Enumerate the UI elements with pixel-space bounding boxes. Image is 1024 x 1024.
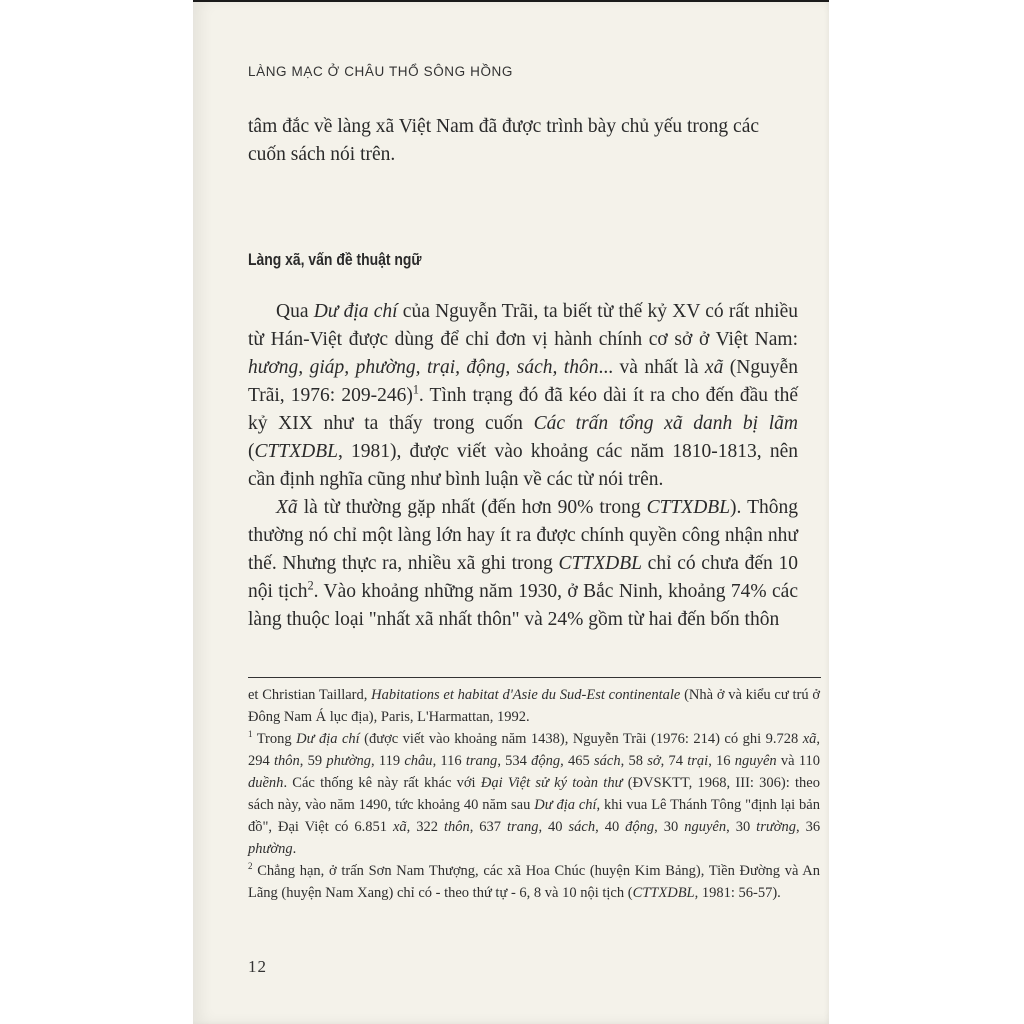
footnotes bbox=[248, 684, 820, 904]
footnote-continuation: et Christian Taillard, Habitations et habitat d'Asie du Sud-Est continentale (Nhà ở và kiểu cư trú ở Đông Nam Á lục địa), Paris, L'Harmattan, 1992. bbox=[248, 687, 821, 725]
running-header: LÀNG MẠC Ở CHÂU THỔ SÔNG HỒNG bbox=[248, 64, 514, 79]
book-page bbox=[193, 0, 829, 1024]
intro-paragraph: tâm đắc về làng xã Việt Nam đã được trình bày chủ yếu trong các cuốn sách nói trên. bbox=[248, 116, 759, 165]
section-title: Làng xã, vấn đề thuật ngữ bbox=[248, 250, 422, 269]
page-number: 12 bbox=[248, 957, 267, 976]
body-text bbox=[248, 298, 798, 634]
paragraph-2: Xã là từ thường gặp nhất (đến hơn 90% trong CTTXDBL). Thông thường nó chỉ một làng lớn hay ít ra được chính quyền công nhận như thế. Nhưng thực ra, nhiều xã ghi trong CTTXDBL chỉ có chưa đến 10 nội tịch$^2$. Vào khoảng những năm 1930, ở Bắc Ninh, khoảng 74% các làng thuộc loại "nhất xã nhất thôn" và 24% gồm từ hai đến bốn thôn bbox=[248, 497, 799, 630]
paragraph-1: Qua Dư địa chí của Nguyễn Trãi, ta biết từ thế kỷ XV có rất nhiều từ Hán-Việt được dùng để chỉ đơn vị hành chính cơ sở ở Việt Nam: hương, giáp, phường, trại, động, sách, thôn... và nhất là xã (Nguyễn Trãi, 1976: 209-246)$^1$. Tình trạng đó đã kéo dài ít ra cho đến đầu thế kỷ XIX như ta thấy trong cuốn Các trấn tổng xã danh bị lãm (CTTXDBL, 1981), được viết vào khoảng các năm 1810-1813, nên cần định nghĩa cũng như bình luận về các từ nói trên. bbox=[248, 301, 799, 490]
footnote-divider bbox=[248, 677, 821, 678]
footnote-1: $^1$ Trong Dư địa chí (được viết vào khoảng năm 1438), Nguyễn Trãi (1976: 214) có ghi 9.728 xã, 294 thôn, 59 phường, 119 châu, 116 trang, 534 động, 465 sách, 58 sở, 74 trại, 16 nguyên và 110 duềnh. Các thống kê này rất khác với Đại Việt sử ký toàn thư (ĐVSKTT, 1968, III: 306): theo sách này, vào năm 1490, tức khoảng 40 năm sau Dư địa chí, khi vua Lê Thánh Tông "định lại bản đồ", Đại Việt có 6.851 xã, 322 thôn, 637 trang, 40 sách, 40 động, 30 nguyên, 30 trường, 36 phường. bbox=[248, 729, 821, 857]
footnote-2: $^2$ Chẳng hạn, ở trấn Sơn Nam Thượng, các xã Hoa Chúc (huyện Kim Bảng), Tiền Đường và An Lãng (huyện Nam Xang) chỉ có - theo thứ tự - 6, 8 và 10 nội tịch (CTTXDBL, 1981: 56-57). bbox=[248, 861, 820, 901]
footnote-ref-1: 1 bbox=[412, 382, 419, 397]
footnote-ref-2: 2 bbox=[307, 578, 314, 593]
